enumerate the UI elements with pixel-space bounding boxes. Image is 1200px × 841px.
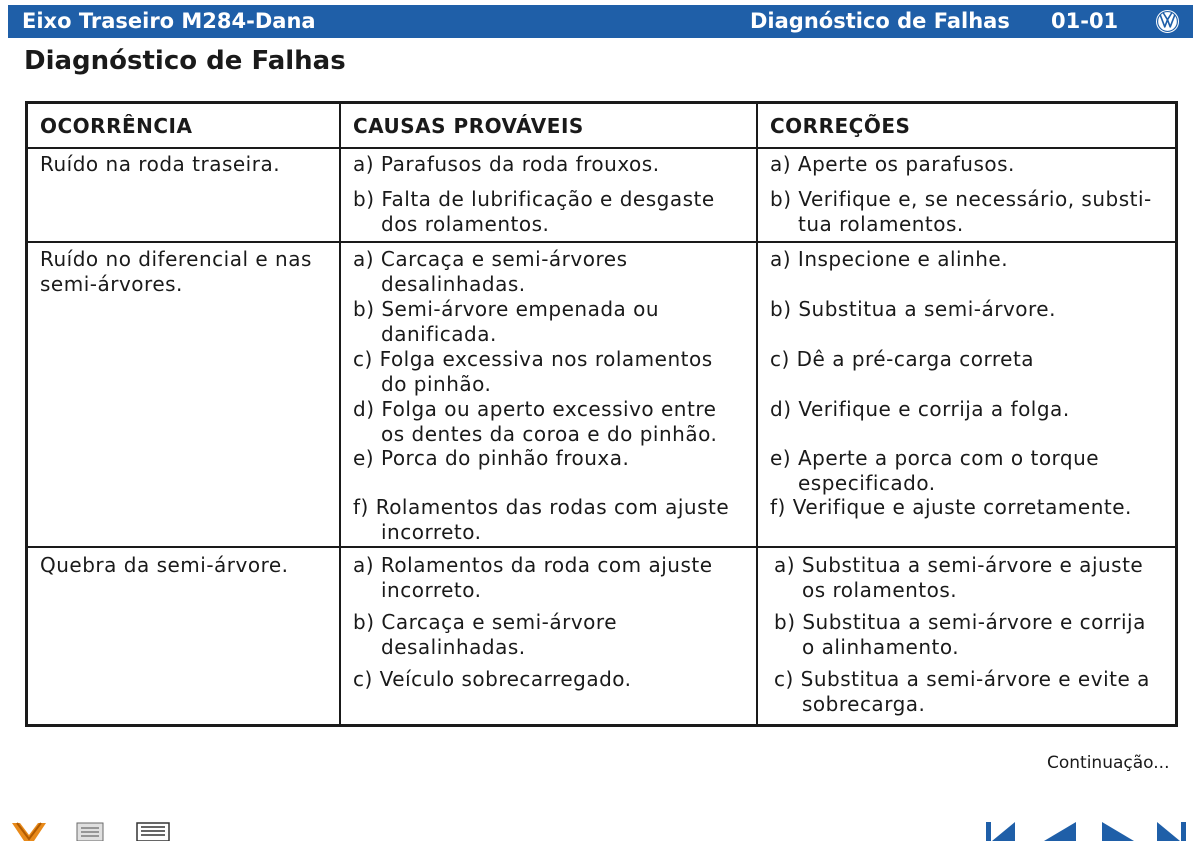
cell-line: incorreto.: [381, 520, 482, 544]
cell-line: c) Substitua a semi-árvore e evite a: [774, 667, 1150, 691]
first-page-icon[interactable]: [985, 819, 1017, 841]
cell-line: tua rolamentos.: [798, 212, 964, 236]
table-row-3-correcao-b: [774, 610, 1146, 660]
table-row-2-causa-e: [353, 446, 629, 471]
cell-line: a) Carcaça e semi-árvores: [353, 247, 628, 271]
exit-icon[interactable]: [12, 819, 46, 841]
table-row-2-correcao-f: [770, 495, 1132, 520]
row-divider: [28, 546, 1175, 548]
table-row-1-correcao-a: [770, 152, 1015, 177]
cell-line: desalinhadas.: [381, 272, 526, 296]
cell-line: d) Verifique e corrija a folga.: [770, 397, 1070, 421]
cell-line: incorreto.: [381, 578, 482, 602]
section-title: Diagnóstico de Falhas: [750, 9, 1010, 33]
table-row-2-correcao-b: [770, 297, 1056, 322]
cell-line: b) Semi-árvore empenada ou: [353, 297, 660, 321]
cell-line: Ruído na roda traseira.: [40, 152, 281, 176]
cell-line: os dentes da coroa e do pinhão.: [381, 422, 718, 446]
table-row-3-causa-b: [353, 610, 617, 660]
table-row-2-correcao-a: [770, 247, 1008, 272]
cell-line: Ruído no diferencial e nas: [40, 247, 312, 271]
table-row-2-causa-c: [353, 347, 713, 397]
column-header-ocorrencia: OCORRÊNCIA: [40, 114, 193, 138]
cell-line: do pinhão.: [381, 372, 492, 396]
table-row-3-causa-a: [353, 553, 713, 603]
previous-page-icon[interactable]: [1042, 819, 1078, 841]
cell-line: c) Dê a pré-carga correta: [770, 347, 1035, 371]
cell-line: danificada.: [381, 322, 497, 346]
table-row-1-correcao-b: [770, 187, 1152, 237]
cell-line: b) Verifique e, se necessário, substi-: [770, 187, 1152, 211]
page-title: Diagnóstico de Falhas: [24, 46, 346, 76]
cell-line: b) Falta de lubrificação e desgaste: [353, 187, 715, 211]
cell-line: b) Substitua a semi-árvore e corrija: [774, 610, 1146, 634]
cell-line: os rolamentos.: [802, 578, 958, 602]
table-row-2-causa-b: [353, 297, 659, 347]
cell-line: f) Rolamentos das rodas com ajuste: [353, 495, 730, 519]
cell-line: semi-árvores.: [40, 272, 183, 296]
cell-line: a) Substitua a semi-árvore e ajuste: [774, 553, 1144, 577]
column-header-correcoes: CORREÇÕES: [770, 114, 911, 138]
document-icon[interactable]: [134, 819, 172, 841]
next-page-icon[interactable]: [1100, 819, 1136, 841]
cell-line: f) Verifique e ajuste corretamente.: [770, 495, 1132, 519]
cell-line: e) Porca do pinhão frouxa.: [353, 446, 630, 470]
column-header-causas: CAUSAS PROVÁVEIS: [353, 114, 584, 138]
vw-logo-icon: [1154, 8, 1181, 35]
cell-line: a) Aperte os parafusos.: [770, 152, 1015, 176]
cell-line: c) Veículo sobrecarregado.: [353, 667, 632, 691]
cell-line: sobrecarga.: [802, 692, 926, 716]
table-row-2-correcao-e: [770, 446, 1099, 496]
row-divider: [28, 241, 1175, 243]
row-divider: [28, 147, 1175, 149]
column-divider: [756, 104, 758, 724]
cell-line: especificado.: [798, 471, 936, 495]
table-row-1-causa-b: [353, 187, 715, 237]
diagnosis-table: [25, 101, 1178, 727]
cell-line: dos rolamentos.: [381, 212, 550, 236]
table-row-2-causa-a: [353, 247, 627, 297]
cell-line: o alinhamento.: [802, 635, 960, 659]
table-row-1-ocorrencia: [40, 152, 280, 177]
table-row-2-correcao-d: [770, 397, 1070, 422]
table-row-3-ocorrencia: [40, 553, 289, 578]
cell-line: b) Substitua a semi-árvore.: [770, 297, 1056, 321]
cell-line: a) Inspecione e alinhe.: [770, 247, 1009, 271]
table-row-2-causa-d: [353, 397, 717, 447]
cell-line: c) Folga excessiva nos rolamentos: [353, 347, 713, 371]
cell-line: Quebra da semi-árvore.: [40, 553, 289, 577]
continuation-note: Continuação...: [1047, 753, 1170, 773]
cell-line: b) Carcaça e semi-árvore: [353, 610, 618, 634]
cell-line: desalinhadas.: [381, 635, 526, 659]
cell-line: d) Folga ou aperto excessivo entre: [353, 397, 717, 421]
table-row-1-causa-a: [353, 152, 660, 177]
header-bar: [8, 5, 1193, 38]
print-icon[interactable]: [74, 819, 106, 841]
page-code: 01-01: [1051, 9, 1119, 33]
column-divider: [339, 104, 341, 724]
manual-title: Eixo Traseiro M284-Dana: [22, 9, 316, 33]
table-row-3-causa-c: [353, 667, 632, 692]
cell-line: a) Parafusos da roda frouxos.: [353, 152, 660, 176]
table-row-2-causa-f: [353, 495, 729, 545]
table-row-3-correcao-a: [774, 553, 1143, 603]
cell-line: a) Rolamentos da roda com ajuste: [353, 553, 713, 577]
cell-line: e) Aperte a porca com o torque: [770, 446, 1100, 470]
table-row-2-ocorrencia: [40, 247, 312, 297]
last-page-icon[interactable]: [1155, 819, 1187, 841]
table-row-3-correcao-c: [774, 667, 1150, 717]
table-row-2-correcao-c: [770, 347, 1034, 372]
